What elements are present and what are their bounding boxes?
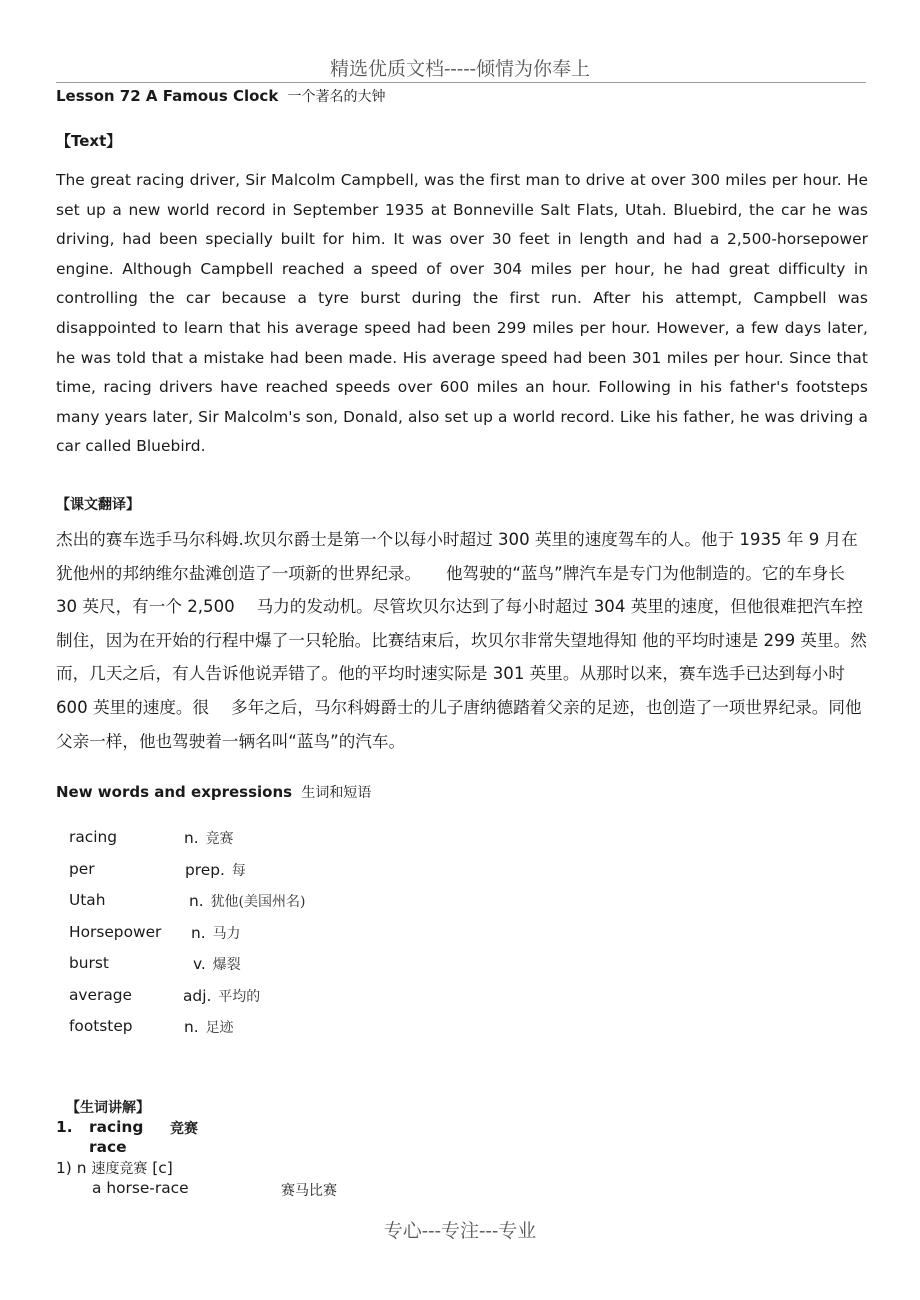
lesson-text-paragraph: The great racing driver, Sir Malcolm Campbell, was the first man to drive at over 300 miles per hour. He set up a new world record in September 1935 at Bonneville Salt Flats, Utah. Bluebird, the car he was driving, had been specially built for him. It was over 30 feet in length and had a 2,500-horsepower engine. Although Campbell reached a speed of over 304 miles per hour, he had great difficulty in controlling the car because a tyre burst during the first run. After his attempt, Campbell was disappointed to learn that his average speed had been 299 miles per hour. However, a few days later, he was told that a mistake had been made. His average speed had been 301 miles per hour. Since that time, racing drivers have reached speeds over 600 miles an hour. Following in his father's footsteps many years later, Sir Malcolm's son, Donald, also set up a world record. Like his father, he was driving a car called Bluebird. xyxy=(56,171,868,456)
vocab-pos: n. xyxy=(191,924,206,942)
vocab-pos: n. xyxy=(189,892,204,910)
vocab-title-en: New words and expressions xyxy=(56,783,293,801)
vocab-pos: n. xyxy=(184,829,199,847)
vocab-title-zh: 生词和短语 xyxy=(301,785,372,801)
example-zh: 赛马比赛 xyxy=(281,1183,337,1199)
vocab-pos: n. xyxy=(184,1018,199,1036)
sense-tag: [c] xyxy=(152,1159,173,1177)
vocab-meaning xyxy=(193,954,241,974)
explain-section-label: 【生词讲解】 xyxy=(66,1100,150,1116)
vocab-item xyxy=(69,923,469,947)
vocab-meaning-zh: 每 xyxy=(231,863,246,879)
vocab-meaning-zh: 平均的 xyxy=(218,989,261,1005)
vocab-pos: prep. xyxy=(185,861,225,879)
lesson-title xyxy=(56,86,386,106)
vocab-meaning-zh: 马力 xyxy=(212,926,241,942)
vocab-meaning-zh: 竞赛 xyxy=(205,831,234,847)
vocab-meaning xyxy=(189,891,306,911)
vocab-meaning-zh: 爆裂 xyxy=(212,957,241,973)
text-section-label: 【Text】 xyxy=(56,132,122,150)
vocab-meaning xyxy=(184,1017,234,1037)
vocab-meaning xyxy=(191,923,241,943)
explain-item-word-zh: 竞赛 xyxy=(170,1121,198,1137)
sense-prefix: 1) n xyxy=(56,1159,87,1177)
lesson-title-zh: 一个著名的大钟 xyxy=(287,89,386,105)
vocab-meaning xyxy=(184,828,234,848)
explain-item-word: racing xyxy=(89,1118,144,1136)
vocab-meaning-zh: 足迹 xyxy=(205,1020,234,1036)
vocab-meaning-zh: 犹他(美国州名) xyxy=(210,894,306,910)
vocab-item xyxy=(69,891,469,915)
vocab-meaning xyxy=(183,986,260,1006)
vocab-pos: v. xyxy=(193,955,206,973)
vocab-word: burst xyxy=(69,954,109,972)
vocab-item xyxy=(69,1017,469,1041)
header-divider xyxy=(56,82,866,83)
vocab-item xyxy=(69,986,469,1010)
vocab-word: footstep xyxy=(69,1017,133,1035)
vocab-meaning xyxy=(185,860,246,880)
vocab-word: average xyxy=(69,986,133,1004)
vocab-item xyxy=(69,954,469,978)
vocab-section-title xyxy=(56,782,371,802)
page-header: 精选优质文档-----倾情为你奉上 xyxy=(329,58,591,80)
vocab-word: Utah xyxy=(69,891,106,909)
page-footer: 专心---专注---专业 xyxy=(383,1220,537,1242)
lesson-title-en: Lesson 72 A Famous Clock xyxy=(56,87,279,105)
explain-sense xyxy=(56,1158,173,1178)
vocab-item xyxy=(69,828,469,852)
vocab-word: Horsepower xyxy=(69,923,162,941)
explain-item-number: 1. xyxy=(56,1118,73,1136)
vocab-pos: adj. xyxy=(183,987,212,1005)
translation-paragraph: 杰出的赛车选手马尔科姆.坎贝尔爵士是第一个以每小时超过 300 英里的速度驾车的人。他于 1935 年 9 月在犹他州的邦纳维尔盐滩创造了一项新的世界纪录。 他驾驶的“蓝鸟”牌汽车是专门为他制造的。它的车身长 30 英尺，有一个 2,500 马力的发动机。尽管坎贝尔达到了每小时超过 304 英里的速度，但他很难把汽车控制住，因为在开始的行程中爆了一只轮胎。比赛结束后，坎贝尔非常失望地得知 他的平均时速是 299 英里。然而，几天之后，有人告诉他说弄错了。他的平均时速实际是 301 英里。从那时以来，赛车选手已达到每小时 600 英里的速度。很 多年之后，马尔科姆爵士的儿子唐纳德踏着父亲的足迹，也创造了一项世界纪录。同他父亲一样，他也驾驶着一辆名叫“蓝鸟”的汽车。 xyxy=(56,530,867,751)
vocab-item xyxy=(69,860,469,884)
vocab-word: racing xyxy=(69,828,118,846)
vocab-word: per xyxy=(69,860,95,878)
sense-zh: 速度竞赛 xyxy=(91,1161,148,1177)
example-en: a horse-race xyxy=(92,1179,189,1197)
explain-item-root: race xyxy=(89,1138,127,1156)
translation-section-label: 【课文翻译】 xyxy=(56,497,140,513)
